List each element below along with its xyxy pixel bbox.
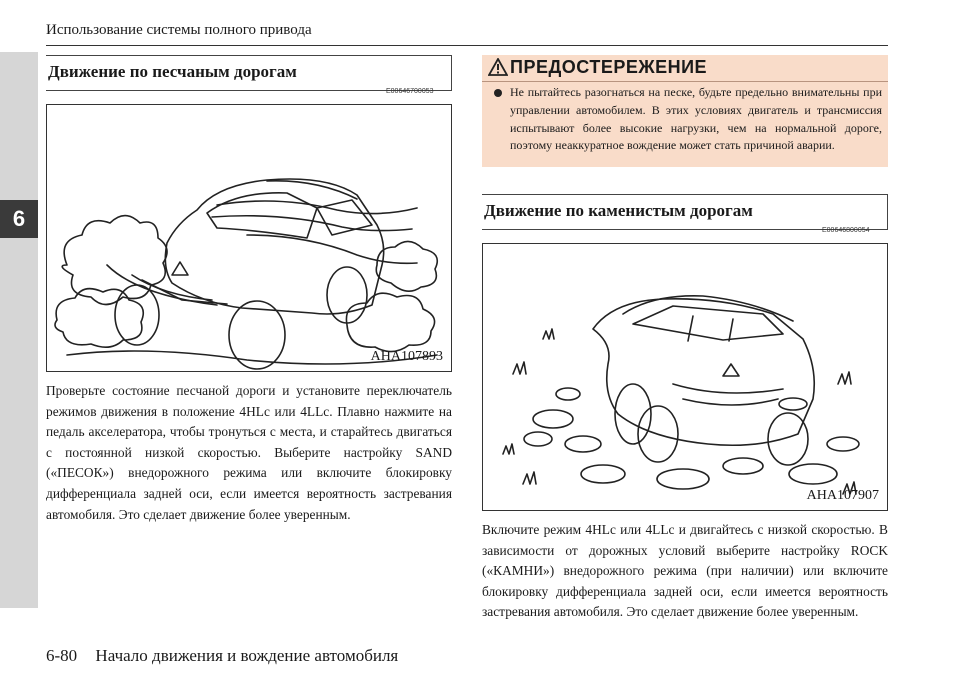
chapter-number: 6 [0, 200, 38, 238]
warning-triangle-icon [488, 58, 508, 76]
suv-on-sand-drawing [47, 105, 451, 371]
sand-illustration [46, 104, 452, 372]
sand-section-heading [46, 55, 452, 91]
rocky-illustration [482, 243, 888, 511]
page-footer [46, 646, 398, 666]
rocky-section-heading [482, 194, 888, 230]
sand-figure-code: AHA107893 [370, 349, 443, 364]
warning-header [482, 55, 888, 82]
sand-body-text: Проверьте состояние песчаной дороги и установите переключатель режимов движения в положение 4HLc или 4LLc. Плавно нажмите на педаль акселератора, чтобы тронуться с места, и старайтесь двигаться с постоянной низкой скоростью. Выберите настройку SAND («ПЕСОК») внедорожного режима или включите блокировку дифференциала задней оси, если имеется вероятность застревания автомобиля. Это сделает движение более уверенным. [46, 383, 452, 522]
rocky-heading-text: Движение по каменистым дорогам [484, 201, 753, 220]
warning-text: Не пытайтесь разогнаться на песке, будьте предельно внимательны при управлении автомобилем. В этих условиях двигатель и трансмиссия испытывают более высокие нагрузки, чем на нормальной дороге, поэтому неаккуратное вождение может стать причиной аварии. [510, 85, 882, 153]
sand-heading-text: Движение по песчаным дорогам [48, 62, 297, 81]
page-header-title: Использование системы полного привода [46, 22, 312, 38]
footer-section-title: Начало движения и вождение автомобиля [95, 646, 399, 665]
warning-bullet [494, 89, 502, 97]
chapter-side-tab [0, 52, 38, 608]
rocky-body-text: Включите режим 4HLc или 4LLc и двигайтесь с низкой скоростью. В зависимости от дорожных условий выберите настройку ROCK («КАМНИ») внедорожного режима (при наличии) или включите блокировку дифференциала задней оси, если имеется вероятность застревания автомобиля. Это сделает движение более уверенным. [482, 522, 888, 620]
warning-box [482, 55, 888, 167]
rocky-section-code: E00646800054 [822, 227, 870, 234]
page-number: 6-80 [46, 646, 78, 665]
warning-title: ПРЕДОСТЕРЕЖЕНИЕ [510, 57, 708, 77]
rocky-figure-code: AHA107907 [806, 488, 879, 503]
suv-on-rocks-drawing [483, 244, 887, 510]
header-rule [46, 45, 888, 46]
sand-section-code: E00646700053 [386, 88, 434, 95]
